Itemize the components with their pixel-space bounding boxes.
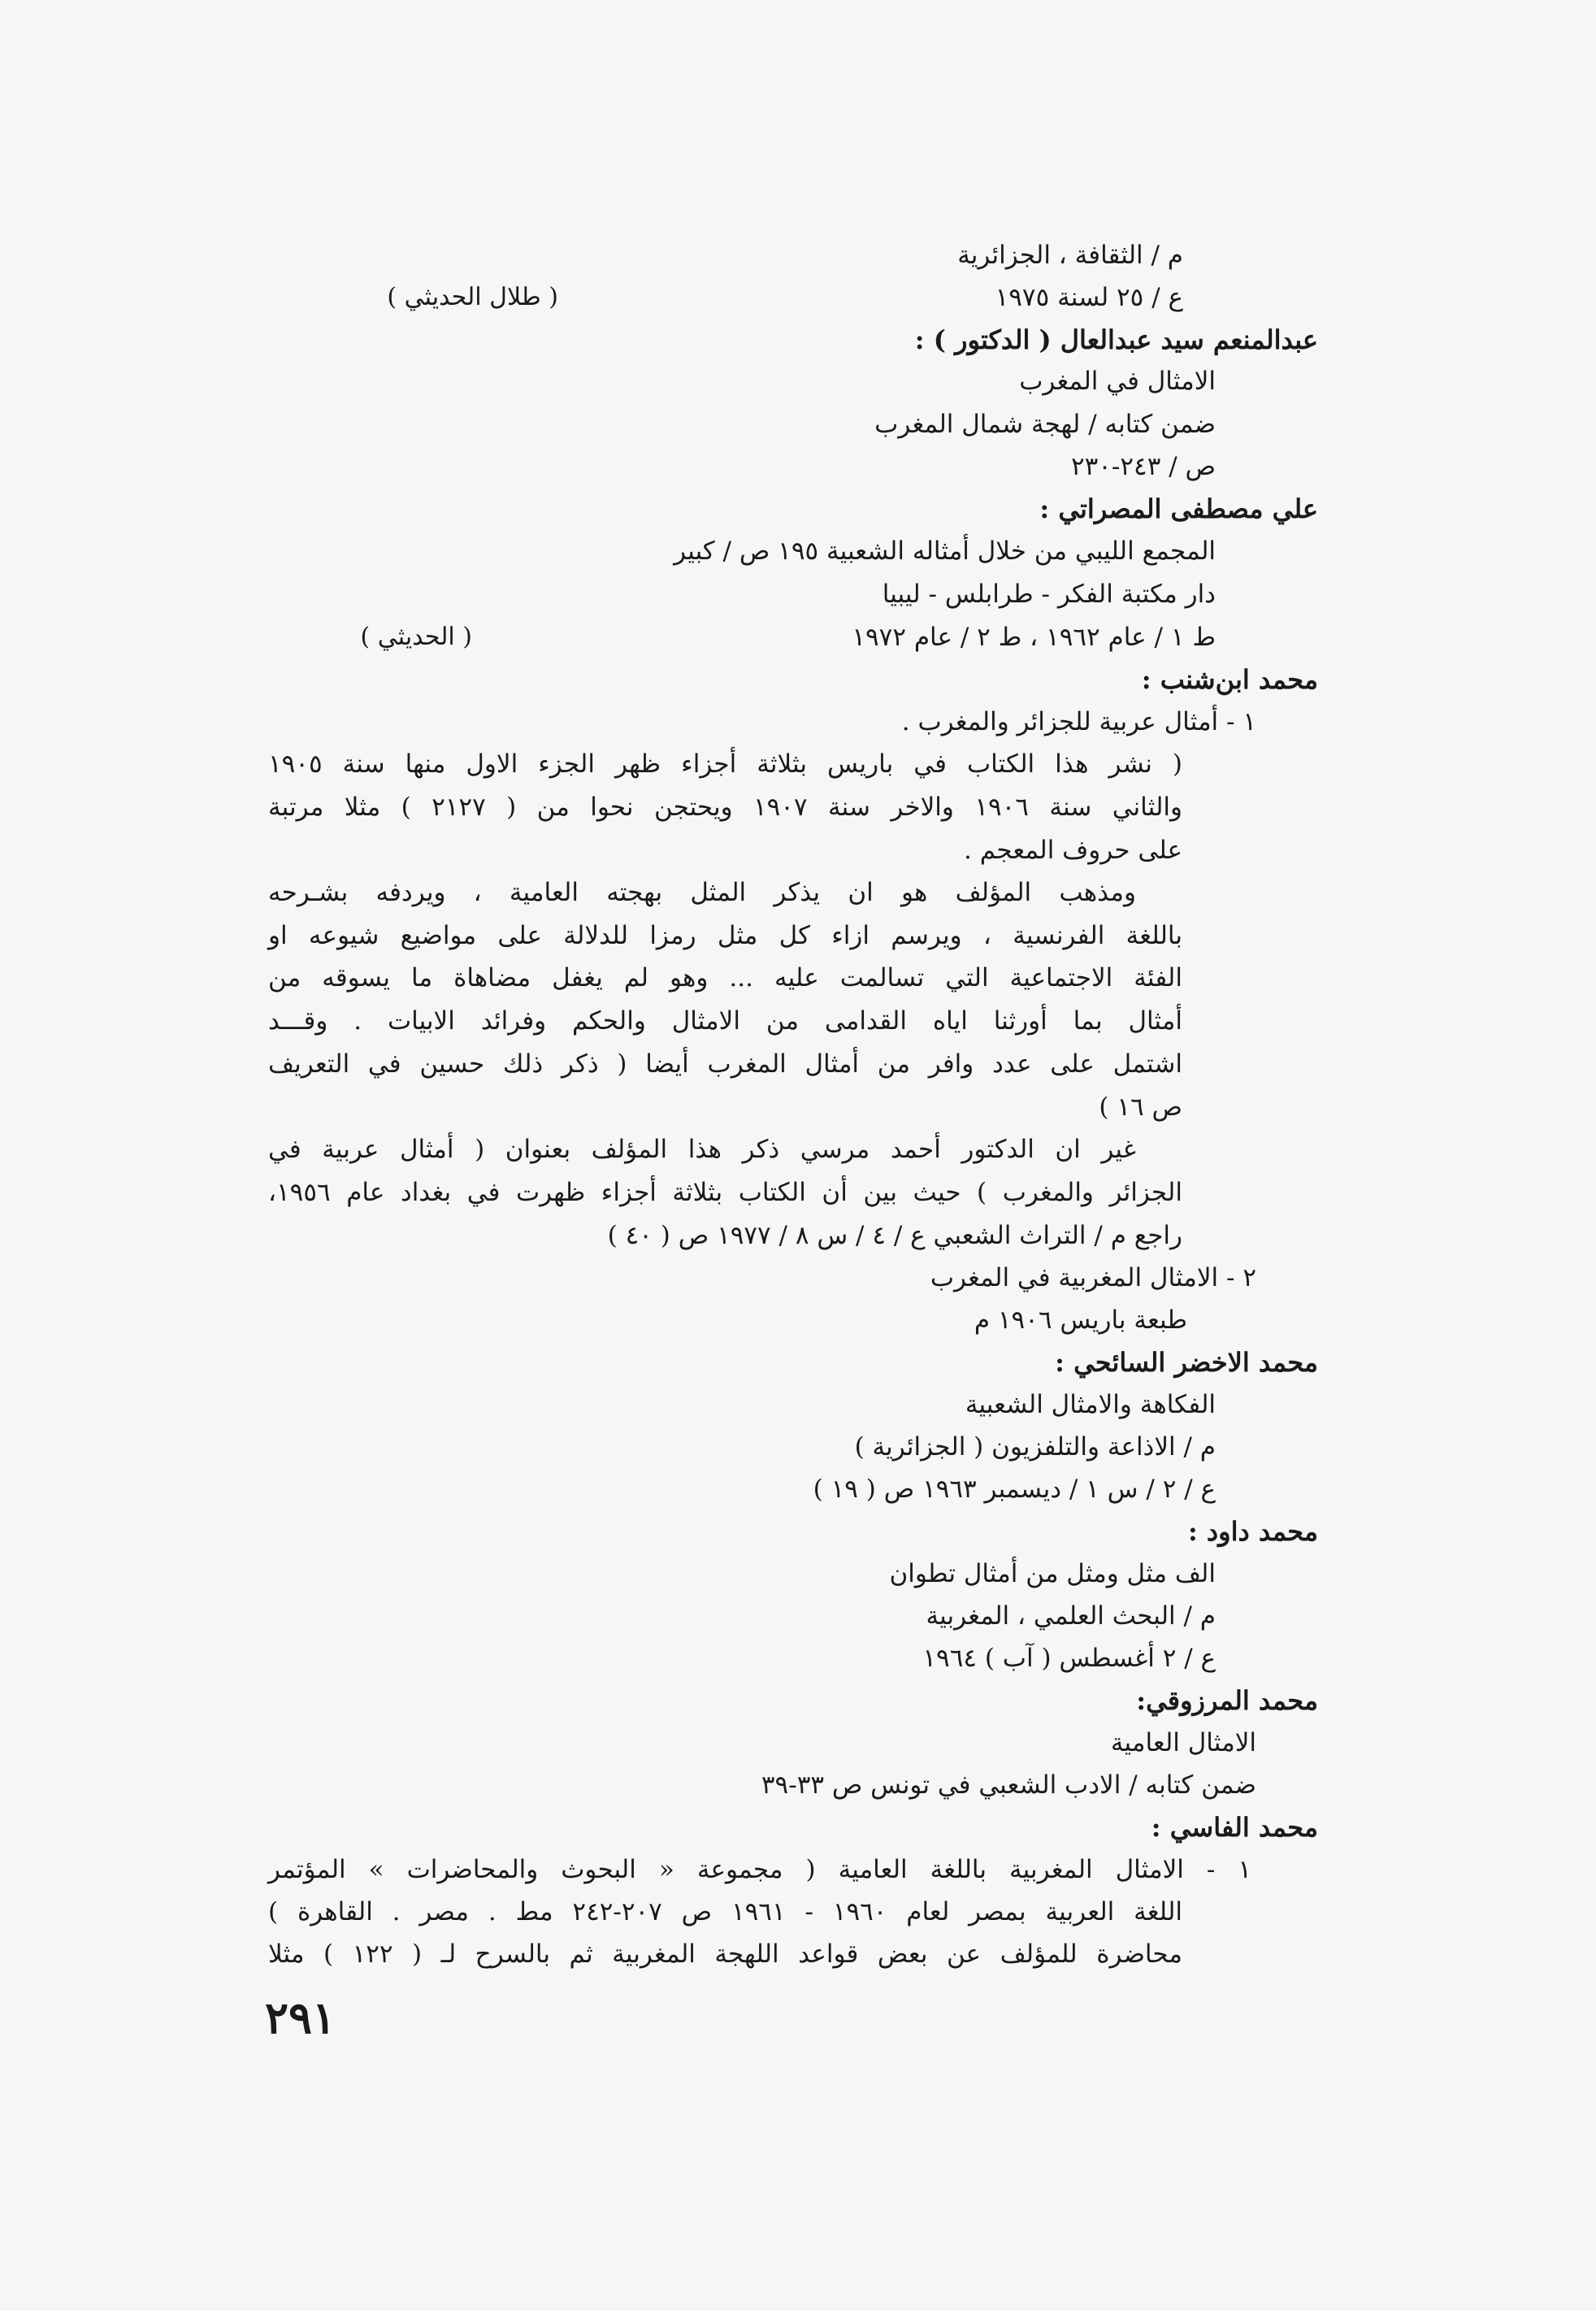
paragraph-line: محاضرة للمؤلف عن بعض قواعد اللهجة المغربية ثم بالسرح لـ ( ١٢٢ ) مثلا bbox=[268, 1940, 1182, 1969]
paragraph-line: باللغة الفرنسية ، ويرسم ازاء كل مثل رمزا للدلالة على مواضيع شيوعه او bbox=[268, 921, 1182, 950]
text-line: ع / ٢ / س ١ / ديسمبر ١٩٦٣ ص ( ١٩ ) bbox=[813, 1475, 1216, 1504]
author-heading: محمد ابن‌شنب : bbox=[1141, 664, 1318, 695]
author-heading: علي مصطفى المصراتي : bbox=[1039, 493, 1318, 524]
text-line: م / الاذاعة والتلفزيون ( الجزائرية ) bbox=[854, 1432, 1216, 1462]
text-line: ضمن كتابه / الادب الشعبي في تونس ص ٣٣-٣٩ bbox=[761, 1770, 1256, 1800]
text-line: الفكاهة والامثال الشعبية bbox=[965, 1390, 1216, 1419]
paragraph-line: الجزائر والمغرب ) حيث بين أن الكتاب بثلاثة أجزاء ظهرت في بغداد عام ١٩٥٦، bbox=[268, 1178, 1182, 1207]
text-line: ضمن كتابه / لهجة شمال المغرب bbox=[874, 410, 1216, 439]
author-heading: عبدالمنعم سيد عبدالعال ( الدكتور ) : bbox=[914, 324, 1318, 355]
paragraph-line: غير ان الدكتور أحمد مرسي ذكر هذا المؤلف بعنوان ( أمثال عربية في bbox=[268, 1135, 1136, 1164]
paragraph-line: أمثال بما أورثنا اياه القدامى من الامثال والحكم وفرائد الابيات . وقـــد bbox=[268, 1006, 1182, 1036]
text-line: الامثال العامية bbox=[1110, 1728, 1256, 1757]
author-heading: محمد داود : bbox=[1187, 1516, 1318, 1547]
paragraph-line: اللغة العربية بمصر لعام ١٩٦٠ - ١٩٦١ ص ٢٠٧-٢٤٢ مط . مصر . القاهرة ) bbox=[268, 1897, 1183, 1927]
text-line: طبعة باريس ١٩٠٦ م bbox=[974, 1305, 1187, 1335]
text-line: ع / ٢ أغسطس ( آب ) ١٩٦٤ bbox=[922, 1644, 1216, 1673]
author-heading: محمد الفاسي : bbox=[1151, 1812, 1318, 1843]
paragraph-line: والثاني سنة ١٩٠٦ والاخر سنة ١٩٠٧ ويحتجن نحوا من ( ٢١٢٧ ) مثلا مرتبة bbox=[268, 793, 1183, 822]
paragraph-line: على حروف المعجم . bbox=[964, 836, 1182, 865]
text-line: الامثال في المغرب bbox=[1019, 367, 1216, 396]
text-line: ١ - أمثال عربية للجزائر والمغرب . bbox=[901, 707, 1256, 736]
paragraph-line: اشتمل على عدد وافر من أمثال المغرب أيضا ( ذكر ذلك حسين في التعريف bbox=[268, 1049, 1182, 1079]
paragraph-line: ( نشر هذا الكتاب في باريس بثلاثة أجزاء ظهر الجزء الاول منها سنة ١٩٠٥ bbox=[268, 749, 1182, 779]
author-note: ( طلال الحديثي ) bbox=[387, 283, 558, 311]
text-line: ص / ٢٤٣-٢٣٠ bbox=[1070, 452, 1216, 481]
paragraph-line: راجع م / التراث الشعبي ع / ٤ / س ٨ / ١٩٧٧ ص ( ٤٠ ) bbox=[607, 1221, 1182, 1250]
author-note: ( الحديثي ) bbox=[360, 623, 472, 651]
text-line: دار مكتبة الفكر - طرابلس - ليبيا bbox=[882, 580, 1216, 609]
text-line: م / البحث العلمي ، المغربية bbox=[926, 1601, 1216, 1631]
text-line: الف مثل ومثل من أمثال تطوان bbox=[889, 1559, 1216, 1588]
author-heading: محمد المرزوقي: bbox=[1136, 1685, 1318, 1716]
author-heading: محمد الاخضر السائحي : bbox=[1055, 1347, 1318, 1378]
text-line: المجمع الليبي من خلال أمثاله الشعبية ١٩٥ ص / كبير bbox=[674, 536, 1216, 566]
paragraph-line: ومذهب المؤلف هو ان يذكر المثل بهجته العامية ، ويردفه بشـرحه bbox=[268, 878, 1136, 907]
text-line: ط ١ / عام ١٩٦٢ ، ط ٢ / عام ١٩٧٢ bbox=[852, 623, 1216, 652]
page-number: ٢٩١ bbox=[265, 1992, 336, 2044]
paragraph-line: ١ - الامثال المغربية باللغة العامية ( مجموعة « البحوث والمحاضرات » المؤتمر bbox=[268, 1855, 1251, 1884]
text-line: ٢ - الامثال المغربية في المغرب bbox=[930, 1263, 1256, 1292]
text-line: م / الثقافة ، الجزائرية bbox=[957, 241, 1183, 270]
paragraph-line: ص ١٦ ) bbox=[1099, 1093, 1182, 1122]
text-line: ع / ٢٥ لسنة ١٩٧٥ bbox=[995, 283, 1183, 312]
paragraph-line: الفئة الاجتماعية التي تسالمت عليه ... وهو لم يغفل مضاهاة ما يسوقه من bbox=[268, 963, 1182, 993]
